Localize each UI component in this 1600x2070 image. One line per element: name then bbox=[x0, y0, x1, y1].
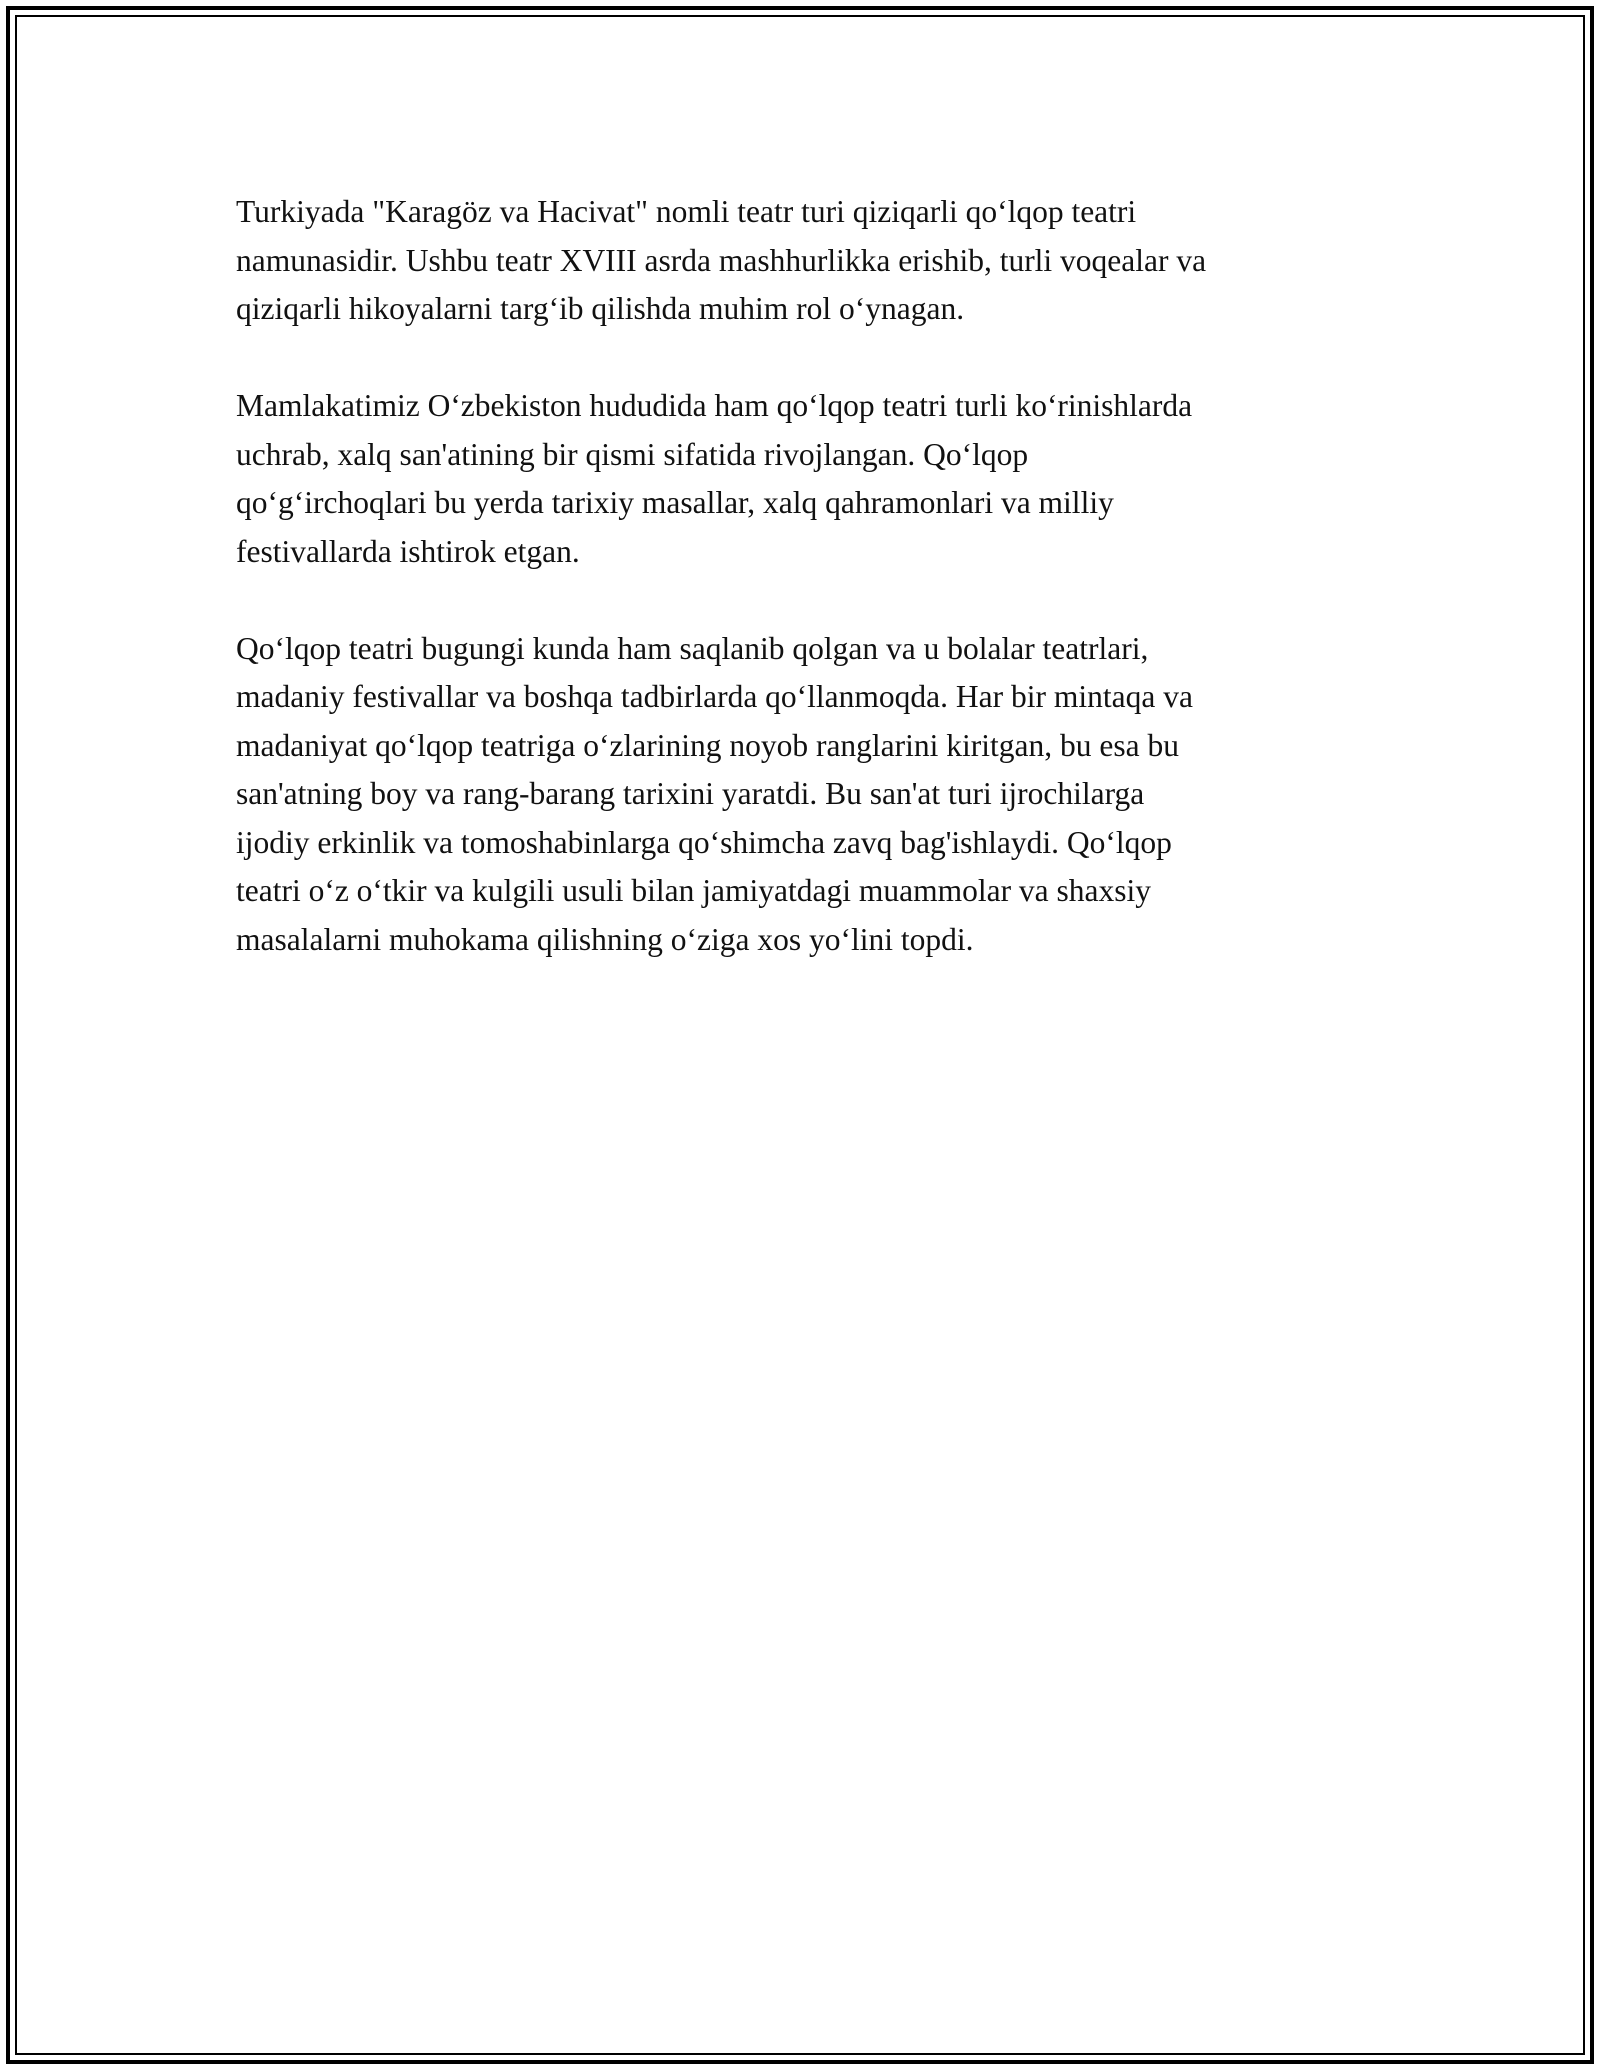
text-line: madaniy festivallar va boshqa tadbirlarda qo‘llanmoqda. Har bir mintaqa va bbox=[236, 679, 1193, 714]
text-line: namunasidir. Ushbu teatr XVIII asrda mashhurlikka erishib, turli voqealar va bbox=[236, 242, 1207, 278]
text-line: san'atning boy va rang-barang tarixini yaratdi. Bu san'at turi ijrochilarga bbox=[236, 776, 1145, 811]
paragraph-1 bbox=[236, 188, 1386, 334]
text-line: ijodiy erkinlik va tomoshabinlarga qo‘shimcha zavq bag'ishlaydi. Qo‘lqop bbox=[236, 824, 1172, 860]
paragraph-3 bbox=[236, 625, 1386, 965]
text-line: Qo‘lqop teatri bugungi kunda ham saqlanib qolgan va u bolalar teatrlari, bbox=[236, 630, 1149, 666]
text-line: qiziqarli hikoyalarni targ‘ib qilishda muhim rol o‘ynagan. bbox=[236, 291, 965, 326]
text-line: teatri o‘z o‘tkir va kulgili usuli bilan jamiyatdagi muammolar va shaxsiy bbox=[236, 873, 1152, 908]
paragraph-2 bbox=[236, 382, 1386, 576]
text-line: uchrab, xalq san'atining bir qismi sifatida rivojlangan. Qo‘lqop bbox=[236, 436, 1029, 472]
text-line: masalalarni muhokama qilishning o‘ziga xos yo‘lini topdi. bbox=[236, 921, 974, 957]
text-line: qo‘g‘irchoqlari bu yerda tarixiy masallar, xalq qahramonlari va milliy bbox=[236, 485, 1114, 520]
text-line: Turkiyada "Karagöz va Hacivat" nomli teatr turi qiziqarli qo‘lqop teatri bbox=[236, 194, 1137, 229]
text-line: festivallarda ishtirok etgan. bbox=[236, 533, 580, 569]
text-line: Mamlakatimiz O‘zbekiston hududida ham qo‘lqop teatri turli ko‘rinishlarda bbox=[236, 388, 1193, 423]
document-body bbox=[236, 188, 1386, 1013]
text-line: madaniyat qo‘lqop teatriga o‘zlarining noyob ranglarini kiritgan, bu esa bu bbox=[236, 727, 1179, 763]
